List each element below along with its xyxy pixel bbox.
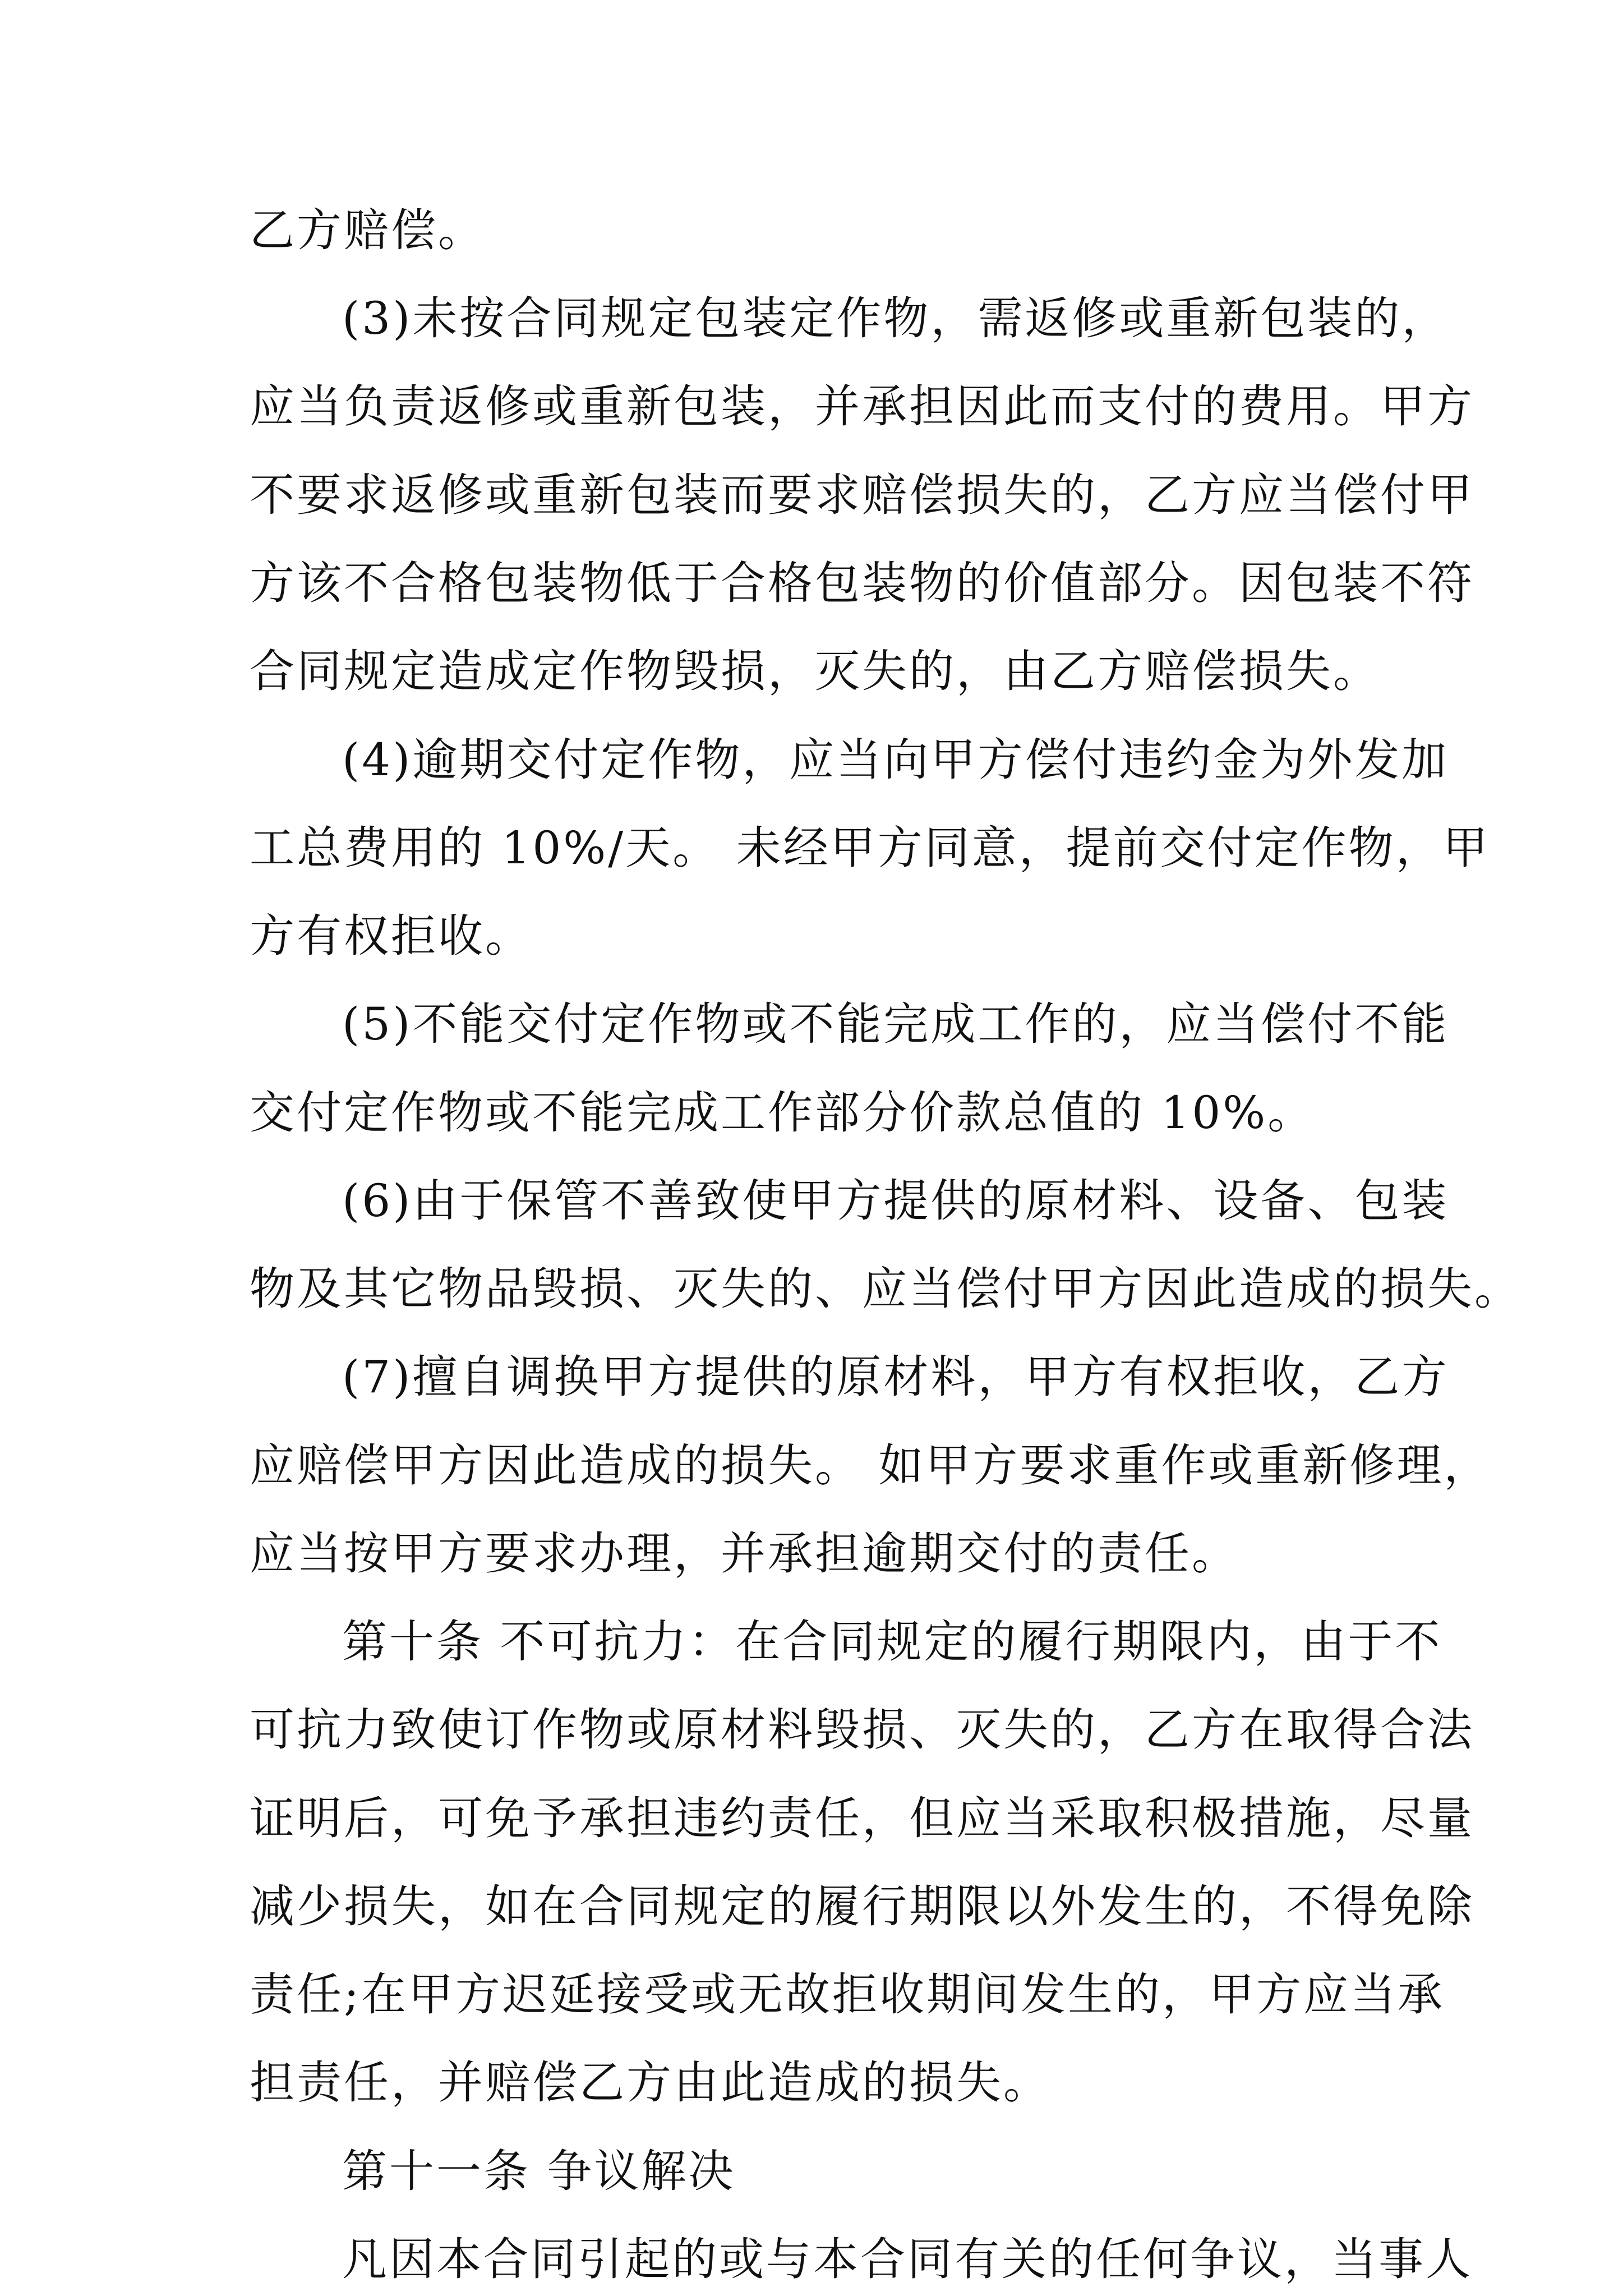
text-line: 凡因本合同引起的或与本合同有关的任何争议，当事人 (342, 2233, 1473, 2285)
text-line: (5)不能交付定作物或不能完成工作的，应当偿付不能 (342, 998, 1449, 1050)
section-heading: 第十一条 争议解决 (342, 2145, 736, 2197)
text-line: 证明后，可免予承担违约责任，但应当采取积极措施，尽量 (250, 1792, 1474, 1844)
text-line: 合同规定造成定作物毁损，灭失的，由乙方赔偿损失。 (250, 645, 1380, 697)
text-line: 减少损失，如在合同规定的履行期限以外发生的，不得免除 (250, 1880, 1474, 1932)
text-line: 乙方赔偿。 (250, 204, 485, 256)
text-line: (6)由于保管不善致使甲方提供的原材料、设备、包装 (342, 1175, 1449, 1227)
text-line: 应赔偿甲方因此造成的损失。 如甲方要求重作或重新修理， (250, 1439, 1491, 1492)
text-line: 交付定作物或不能完成工作部分价款总值的 10%。 (250, 1087, 1315, 1139)
text-line: (7)擅自调换甲方提供的原材料，甲方有权拒收，乙方 (342, 1351, 1449, 1403)
text-line: 责任;在甲方迟延接受或无故拒收期间发生的，甲方应当承 (250, 1968, 1445, 2021)
text-line: 担责任，并赔偿乙方由此造成的损失。 (250, 2056, 1050, 2109)
text-line: 工总费用的 10%/天。 未经甲方同意，提前交付定作物，甲 (250, 822, 1490, 874)
text-line: 第十条 不可抗力：在合同规定的履行期限内，由于不 (342, 1616, 1442, 1668)
text-line: 应当负责返修或重新包装，并承担因此而支付的费用。甲方 (250, 380, 1474, 432)
text-line: 方该不合格包装物低于合格包装物的价值部分。因包装不符 (250, 557, 1474, 609)
text-line: 方有权拒收。 (250, 910, 532, 962)
text-line: (3)未按合同规定包装定作物，需返修或重新包装的， (342, 292, 1449, 344)
text-line: (4)逾期交付定作物，应当向甲方偿付违约金为外发加 (342, 734, 1449, 786)
text-line: 应当按甲方要求办理，并承担逾期交付的责任。 (250, 1527, 1239, 1580)
text-line: 不要求返修或重新包装而要求赔偿损失的，乙方应当偿付甲 (250, 469, 1474, 521)
text-line: 物及其它物品毁损、灭失的、应当偿付甲方因此造成的损失。 (250, 1263, 1521, 1315)
text-line: 可抗力致使订作物或原材料毁损、灭失的，乙方在取得合法 (250, 1704, 1474, 1756)
